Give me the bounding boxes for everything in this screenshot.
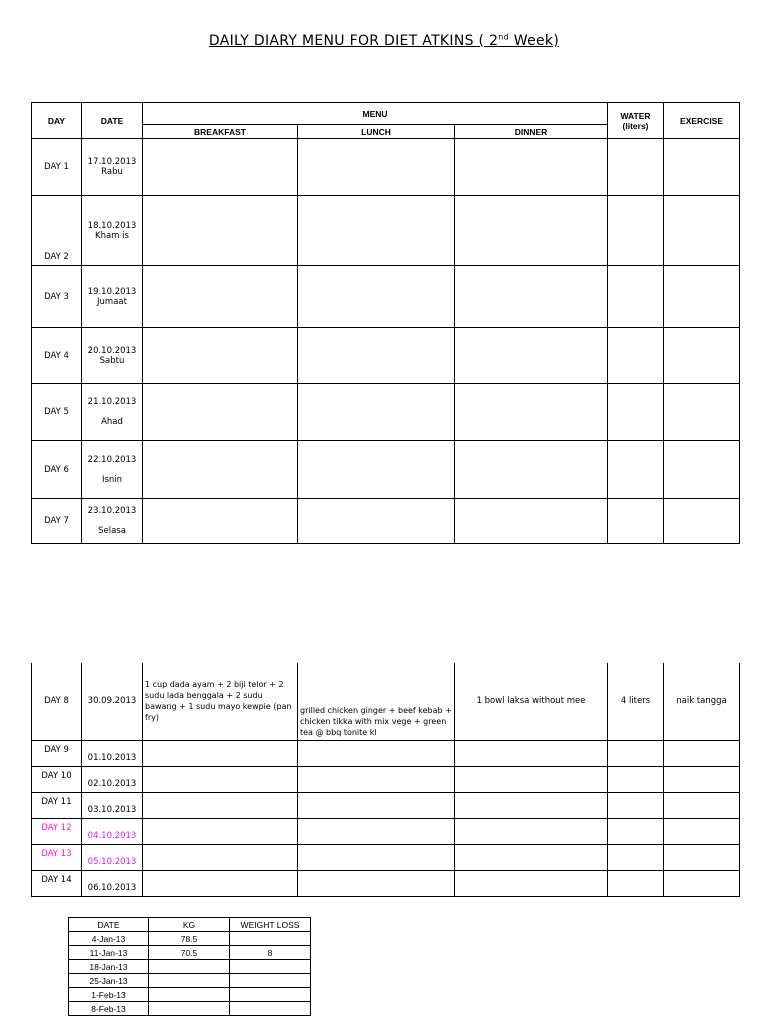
breakfast-cell[interactable] xyxy=(143,384,298,441)
day-cell: DAY 7 xyxy=(32,499,82,544)
water-cell[interactable] xyxy=(608,740,664,766)
weight-kg-cell[interactable] xyxy=(149,988,230,1002)
weight-header-loss: WEIGHT LOSS xyxy=(230,918,311,932)
page-title: DAILY DIARY MENU FOR DIET ATKINS ( 2nd Week) xyxy=(208,32,560,49)
exercise-cell[interactable] xyxy=(664,818,740,844)
lunch-cell[interactable] xyxy=(298,196,455,266)
weight-kg-cell[interactable]: 78.5 xyxy=(149,932,230,946)
table-row xyxy=(32,139,740,196)
dinner-cell[interactable] xyxy=(455,818,608,844)
weight-kg-cell[interactable] xyxy=(149,960,230,974)
breakfast-cell[interactable]: 1 cup dada ayam + 2 biji telor + 2 sudu lada benggala + 2 sudu bawang + 1 sudu mayo kewpie (pan fry) xyxy=(143,663,298,740)
exercise-cell[interactable] xyxy=(664,844,740,870)
exercise-cell[interactable] xyxy=(664,792,740,818)
exercise-cell[interactable] xyxy=(664,766,740,792)
day-cell: DAY 11 xyxy=(32,792,82,818)
table-row xyxy=(32,818,740,844)
header-day: DAY xyxy=(32,103,82,139)
day-cell: DAY 10 xyxy=(32,766,82,792)
water-cell[interactable] xyxy=(608,766,664,792)
lunch-cell[interactable] xyxy=(298,441,455,499)
weight-row xyxy=(69,946,311,960)
lunch-cell[interactable] xyxy=(298,266,455,328)
weight-loss-cell[interactable]: 8 xyxy=(230,946,311,960)
date-cell: 06.10.2013 xyxy=(82,870,143,896)
date-cell: 02.10.2013 xyxy=(82,766,143,792)
water-cell[interactable] xyxy=(608,139,664,196)
lunch-cell[interactable] xyxy=(298,792,455,818)
breakfast-cell[interactable] xyxy=(143,870,298,896)
water-cell[interactable] xyxy=(608,328,664,384)
dinner-cell[interactable] xyxy=(455,792,608,818)
breakfast-cell[interactable] xyxy=(143,441,298,499)
water-cell[interactable] xyxy=(608,870,664,896)
day-cell: DAY 3 xyxy=(32,266,82,328)
date-cell: 30.09.2013 xyxy=(82,663,143,740)
date-cell: 22.10.2013 Isnin xyxy=(82,441,143,499)
lunch-cell[interactable] xyxy=(298,766,455,792)
water-cell[interactable] xyxy=(608,441,664,499)
weight-loss-cell[interactable] xyxy=(230,974,311,988)
day-cell: DAY 5 xyxy=(32,384,82,441)
date-cell: 18.10.2013 Kham is xyxy=(82,196,143,266)
lunch-cell[interactable] xyxy=(298,384,455,441)
water-cell[interactable] xyxy=(608,196,664,266)
table-row xyxy=(32,499,740,544)
header-menu: MENU xyxy=(143,103,608,125)
breakfast-cell[interactable] xyxy=(143,766,298,792)
dinner-cell[interactable] xyxy=(455,139,608,196)
lunch-cell[interactable] xyxy=(298,499,455,544)
water-cell[interactable] xyxy=(608,844,664,870)
breakfast-cell[interactable] xyxy=(143,139,298,196)
exercise-cell[interactable] xyxy=(664,328,740,384)
day-cell: DAY 6 xyxy=(32,441,82,499)
lunch-cell[interactable] xyxy=(298,870,455,896)
date-cell: 03.10.2013 xyxy=(82,792,143,818)
breakfast-cell[interactable] xyxy=(143,196,298,266)
date-cell: 23.10.2013 Selasa xyxy=(82,499,143,544)
weight-header-date: DATE xyxy=(69,918,149,932)
water-cell[interactable] xyxy=(608,499,664,544)
dinner-cell[interactable] xyxy=(455,266,608,328)
exercise-cell[interactable] xyxy=(664,441,740,499)
weight-table xyxy=(68,917,311,1016)
header-dinner: DINNER xyxy=(455,125,608,139)
water-cell[interactable] xyxy=(608,384,664,441)
day-cell: DAY 4 xyxy=(32,328,82,384)
table-row xyxy=(32,792,740,818)
day-cell: DAY 1 xyxy=(32,139,82,196)
exercise-cell[interactable] xyxy=(664,870,740,896)
header-exercise: EXERCISE xyxy=(664,103,740,139)
weight-kg-cell[interactable] xyxy=(149,1002,230,1016)
exercise-cell[interactable] xyxy=(664,266,740,328)
dinner-cell[interactable]: 1 bowl laksa without mee xyxy=(455,663,608,740)
dinner-cell[interactable] xyxy=(455,844,608,870)
dinner-cell[interactable] xyxy=(455,499,608,544)
breakfast-cell[interactable] xyxy=(143,328,298,384)
table-row xyxy=(32,870,740,896)
water-cell[interactable] xyxy=(608,266,664,328)
breakfast-cell[interactable] xyxy=(143,266,298,328)
breakfast-cell[interactable] xyxy=(143,740,298,766)
water-cell[interactable]: 4 liters xyxy=(608,663,664,740)
weight-row xyxy=(69,988,311,1002)
lunch-cell[interactable]: grilled chicken ginger + beef kebab + chicken tikka with mix vege + green tea @ bbq tonite kl xyxy=(298,663,455,740)
date-cell: 04.10.2013 xyxy=(82,818,143,844)
day-cell: DAY 12 xyxy=(32,818,82,844)
dinner-cell[interactable] xyxy=(455,328,608,384)
dinner-cell[interactable] xyxy=(455,870,608,896)
weight-row xyxy=(69,974,311,988)
table-row xyxy=(32,844,740,870)
header-breakfast: BREAKFAST xyxy=(143,125,298,139)
lunch-cell[interactable] xyxy=(298,139,455,196)
dinner-cell[interactable] xyxy=(455,384,608,441)
weight-date-cell: 1-Feb-13 xyxy=(69,988,149,1002)
lunch-cell[interactable] xyxy=(298,740,455,766)
breakfast-cell[interactable] xyxy=(143,844,298,870)
day-cell: DAY 13 xyxy=(32,844,82,870)
weight-date-cell: 8-Feb-13 xyxy=(69,1002,149,1016)
header-date: DATE xyxy=(82,103,143,139)
day-cell: DAY 8 xyxy=(32,663,82,740)
header-lunch: LUNCH xyxy=(298,125,455,139)
weight-row xyxy=(69,932,311,946)
table-row xyxy=(32,196,740,266)
exercise-cell[interactable]: naik tangga xyxy=(664,663,740,740)
weight-date-cell: 18-Jan-13 xyxy=(69,960,149,974)
exercise-cell[interactable] xyxy=(664,196,740,266)
weight-date-cell: 25-Jan-13 xyxy=(69,974,149,988)
weight-loss-cell[interactable] xyxy=(230,960,311,974)
weight-row xyxy=(69,960,311,974)
breakfast-cell[interactable] xyxy=(143,792,298,818)
exercise-cell[interactable] xyxy=(664,740,740,766)
day-cell: DAY 2 xyxy=(32,196,82,266)
exercise-cell[interactable] xyxy=(664,499,740,544)
date-cell: 05.10.2013 xyxy=(82,844,143,870)
dinner-cell[interactable] xyxy=(455,441,608,499)
breakfast-cell[interactable] xyxy=(143,818,298,844)
dinner-cell[interactable] xyxy=(455,766,608,792)
table-row xyxy=(32,266,740,328)
dinner-cell[interactable] xyxy=(455,196,608,266)
weight-header-kg: KG xyxy=(149,918,230,932)
exercise-cell[interactable] xyxy=(664,139,740,196)
table-row xyxy=(32,663,740,740)
table-row xyxy=(32,441,740,499)
dinner-cell[interactable] xyxy=(455,740,608,766)
day-cell: DAY 9 xyxy=(32,740,82,766)
table-row xyxy=(32,740,740,766)
water-cell[interactable] xyxy=(608,818,664,844)
date-cell: 20.10.2013 Sabtu xyxy=(82,328,143,384)
table-row xyxy=(32,766,740,792)
weight-date-cell: 4-Jan-13 xyxy=(69,932,149,946)
date-cell: 01.10.2013 xyxy=(82,740,143,766)
weight-loss-cell[interactable] xyxy=(230,1002,311,1016)
table-row xyxy=(32,384,740,441)
lunch-cell[interactable] xyxy=(298,844,455,870)
week1-diary-table xyxy=(31,102,740,544)
week2-diary-table xyxy=(31,663,740,897)
day-cell: DAY 14 xyxy=(32,870,82,896)
header-water: WATER (liters) xyxy=(608,103,664,139)
lunch-cell[interactable] xyxy=(298,328,455,384)
weight-loss-cell[interactable] xyxy=(230,932,311,946)
water-cell[interactable] xyxy=(608,792,664,818)
weight-loss-cell[interactable] xyxy=(230,988,311,1002)
breakfast-cell[interactable] xyxy=(143,499,298,544)
weight-header-row xyxy=(69,918,311,932)
date-cell: 21.10.2013 Ahad xyxy=(82,384,143,441)
weight-row xyxy=(69,1002,311,1016)
weight-kg-cell[interactable]: 70.5 xyxy=(149,946,230,960)
exercise-cell[interactable] xyxy=(664,384,740,441)
weight-date-cell: 11-Jan-13 xyxy=(69,946,149,960)
weight-kg-cell[interactable] xyxy=(149,974,230,988)
table-row xyxy=(32,328,740,384)
lunch-cell[interactable] xyxy=(298,818,455,844)
date-cell: 19.10.2013 Jumaat xyxy=(82,266,143,328)
date-cell: 17.10.2013 Rabu xyxy=(82,139,143,196)
